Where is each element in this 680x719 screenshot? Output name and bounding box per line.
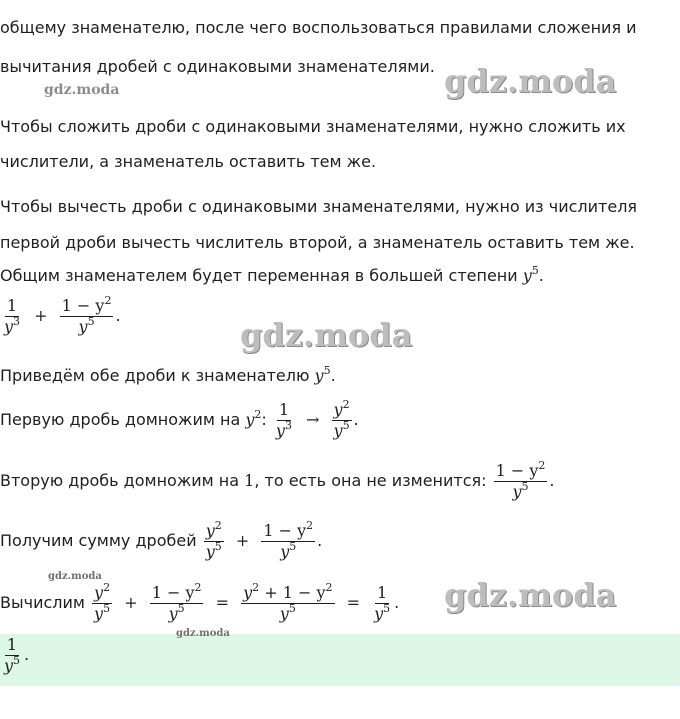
common-denominator-text: Общим знаменателем будет переменная в большей степени: [0, 266, 518, 285]
denominator: $y^5$: [168, 602, 185, 623]
math-y: y: [522, 266, 532, 285]
expression-initial: [0, 294, 121, 336]
fraction: [494, 459, 548, 501]
common-denominator-line: [0, 266, 544, 285]
numerator: $1 - y^2$: [263, 519, 314, 540]
math-dot: .: [115, 306, 121, 325]
arrow-sign: →: [306, 410, 320, 429]
watermark: gdz.moda: [48, 571, 102, 582]
denominator: $y^5$: [333, 419, 350, 440]
watermark: gdz.moda: [176, 628, 230, 639]
first-fraction-line: Первую дробь домножим на $y^2$: $\frac{1}{y^3}$ → $\frac{y^2}{y^5}$ .: [0, 398, 359, 440]
numerator: $1 - y^2$: [151, 581, 202, 602]
reduce-line: Приведём обе дроби к знаменателю $y^5$.: [0, 364, 336, 385]
fraction: [241, 581, 334, 623]
fraction: [332, 398, 352, 440]
text-line-2: вычитания дробей с одинаковыми знаменателями.: [0, 57, 435, 76]
watermark: gdz.moda: [240, 316, 413, 354]
math-one: 1: [244, 471, 255, 490]
numerator: 1: [377, 583, 388, 602]
denominator: $y^5$: [4, 654, 21, 675]
numerator: $y^2$: [205, 519, 222, 540]
plus-sign: +: [34, 306, 48, 325]
text-line-1: общему знаменателю, после чего воспользоваться правилами сложения и: [0, 18, 637, 37]
calculation-line: Вычислим $\frac{y^2}{y^5}$ + $\frac{1 - y^2}{y^5}$ = $\frac{y^2 + 1 - y^2}{y^5}$ = $\frac{1}{y^5}$ .: [0, 581, 400, 623]
denominator: $y^5$: [78, 315, 95, 336]
denominator: $y^5$: [280, 540, 297, 561]
numerator: $1 - y^2$: [495, 459, 546, 480]
numerator: $y^2$: [333, 398, 350, 419]
equals-sign: =: [215, 593, 229, 612]
watermark: gdz.moda: [444, 576, 617, 614]
numerator: $1 - y^2$: [61, 294, 112, 315]
answer-box: [0, 634, 680, 686]
denominator: $y^3$: [4, 315, 21, 336]
watermark: gdz.moda: [44, 82, 120, 98]
numerator: $y^2$: [94, 581, 111, 602]
text-line-6: первой дроби вычесть числитель второй, а знаменатель оставить тем же.: [0, 233, 635, 252]
math-dot: .: [538, 266, 544, 285]
denominator: $y^5$: [279, 602, 296, 623]
first-fraction-text: Первую дробь домножим на: [0, 410, 241, 429]
sum-line: Получим сумму дробей $\frac{y^2}{y^5}$ + $\frac{1 - y^2}{y^5}$ .: [0, 519, 323, 561]
answer-expression: $\frac{1}{y^5}$ .: [4, 635, 30, 675]
watermark: gdz.moda: [444, 62, 617, 100]
math-exp: 5: [531, 264, 539, 277]
fraction: [204, 519, 224, 561]
denominator: $y^5$: [205, 540, 222, 561]
numerator: 1: [278, 400, 290, 419]
denominator: $y^5$: [512, 480, 529, 501]
text-line-4: числители, а знаменатель оставить тем же.: [0, 152, 377, 171]
math-y: y: [314, 366, 324, 385]
denominator: $y^5$: [94, 602, 111, 623]
fraction: [274, 401, 294, 440]
sum-text: Получим сумму дробей: [0, 531, 197, 550]
equals-sign: =: [346, 593, 360, 612]
text-line-5: Чтобы вычесть дроби с одинаковыми знаменателями, нужно из числителя: [0, 197, 638, 216]
denominator: $y^5$: [374, 602, 391, 623]
numerator: $y^2 + 1 - y^2$: [243, 581, 333, 602]
fraction: [372, 584, 392, 623]
fraction: [2, 297, 22, 336]
fraction: [60, 294, 114, 336]
fraction: [2, 636, 22, 675]
second-fraction-line: Вторую дробь домножим на 1, то есть она не изменится: $\frac{1 - y^2}{y^5}$ .: [0, 459, 555, 501]
fraction: [150, 581, 204, 623]
text-line-3: Чтобы сложить дроби с одинаковыми знаменателями, нужно сложить их: [0, 117, 626, 136]
plus-sign: +: [235, 531, 250, 550]
math-y: y: [245, 410, 255, 429]
numerator: 1: [6, 296, 18, 315]
fraction: [92, 581, 112, 623]
fraction: [261, 519, 315, 561]
calculation-text: Вычислим: [0, 593, 85, 612]
second-fraction-text-a: Вторую дробь домножим на: [0, 471, 240, 490]
second-fraction-text-b: , то есть она не изменится:: [254, 471, 487, 490]
plus-sign: +: [124, 593, 138, 612]
denominator: $y^3$: [275, 419, 292, 440]
reduce-text: Приведём обе дроби к знаменателю: [0, 366, 310, 385]
numerator: 1: [6, 635, 18, 654]
